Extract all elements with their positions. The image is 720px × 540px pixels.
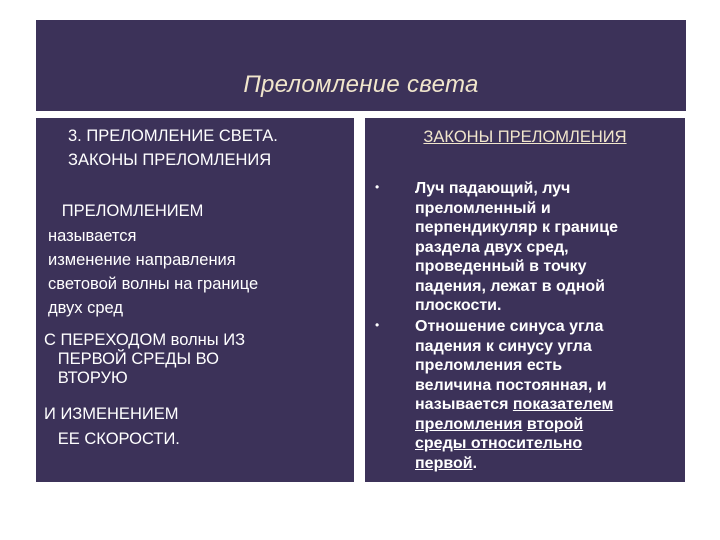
definition-line-1: ПРЕЛОМЛЕНИЕМ bbox=[48, 202, 204, 220]
law-2-line bbox=[415, 415, 583, 435]
law-2-line: Отношение синуса угла bbox=[415, 318, 604, 335]
slide-title: Преломление света bbox=[243, 71, 479, 98]
law-1-line: преломленный и bbox=[415, 199, 551, 217]
refractive-index-term: второй bbox=[526, 415, 584, 433]
law-1-line: плоскости. bbox=[415, 297, 502, 314]
law-2-line: падения к синусу угла bbox=[415, 337, 592, 355]
law-2-line: величина постоянная, и bbox=[415, 376, 607, 394]
refractive-index-term: показателем bbox=[512, 396, 614, 413]
law-2-period: . bbox=[472, 454, 478, 472]
law-2-line bbox=[415, 454, 477, 474]
law-2-line: преломления есть bbox=[415, 357, 563, 374]
speed-line-1: И ИЗМЕНЕНИЕМ bbox=[44, 405, 179, 423]
refractive-index-term: среды относительно bbox=[415, 435, 583, 452]
law-1-line: проведенный в точку bbox=[415, 258, 587, 275]
refractive-index-term: первой bbox=[415, 454, 473, 472]
title-panel bbox=[36, 20, 686, 111]
law-2-text: называется bbox=[415, 396, 513, 413]
right-content-panel bbox=[365, 118, 685, 482]
transition-line-2: ПЕРВОЙ СРЕДЫ ВО bbox=[44, 350, 219, 368]
law-1-line: перпендикуляр к границе bbox=[415, 219, 618, 236]
law-2-line bbox=[415, 395, 613, 415]
law-2-line bbox=[415, 434, 582, 454]
transition-line-1: С ПЕРЕХОДОМ волны ИЗ bbox=[44, 331, 246, 349]
left-heading-line-1: 3. ПРЕЛОМЛЕНИЕ СВЕТА. bbox=[68, 127, 278, 145]
law-1-line: раздела двух сред, bbox=[415, 238, 569, 256]
bullet-icon: • bbox=[375, 180, 380, 194]
law-1-line: Луч падающий, луч bbox=[415, 180, 571, 197]
law-1-line: падения, лежат в одной bbox=[415, 277, 605, 295]
laws-heading: ЗАКОНЫ ПРЕЛОМЛЕНИЯ bbox=[423, 128, 627, 146]
definition-line-2: называется bbox=[48, 227, 137, 245]
speed-line-2: ЕЕ СКОРОСТИ. bbox=[44, 430, 180, 448]
definition-line-4: световой волны на границе bbox=[48, 275, 259, 293]
definition-line-3: изменение направления bbox=[48, 251, 236, 269]
transition-line-3: ВТОРУЮ bbox=[44, 369, 128, 387]
left-heading-line-2: ЗАКОНЫ ПРЕЛОМЛЕНИЯ bbox=[68, 151, 272, 169]
bullet-icon: • bbox=[375, 318, 380, 332]
refractive-index-term: преломления bbox=[415, 415, 523, 433]
definition-line-5: двух сред bbox=[48, 299, 123, 317]
left-content-panel bbox=[36, 118, 354, 482]
